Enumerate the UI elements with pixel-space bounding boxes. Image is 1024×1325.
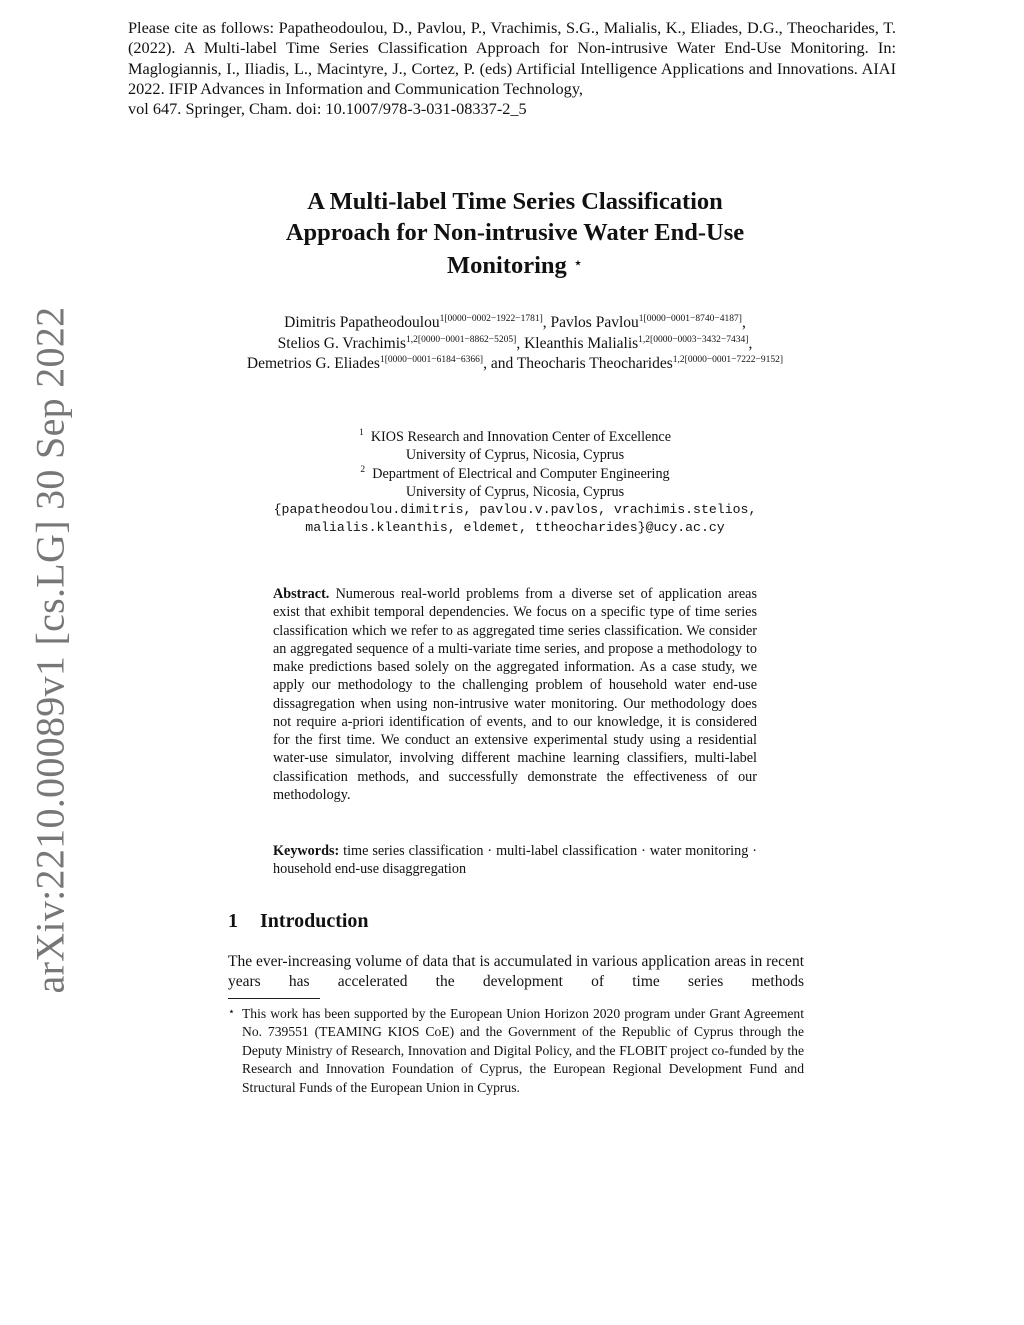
affiliation-number: 2	[360, 464, 366, 475]
affiliation-line: University of Cyprus, Nicosia, Cyprus	[405, 447, 625, 464]
abstract-text: Numerous real-world problems from a diverse set of application areas exist that exhibit temporal dependencies. We focus on a specific type of time series classification which we refer to as aggregated time series classification. We consider an aggregated sequence of a multi-variate time series, and propose a methodology to make predictions based solely on the aggregated information. As a case study, we apply our methodology to the challenging problem of household water end-use dissagregation when using non-intrusive water monitoring. Our methodology does not require a-priori identification of events, and to our knowledge, it is considered for the first time. We conduct an extensive experimental study using a residential water-use simulator, involving different machine learning classifiers, multi-label classification methods, and successfully demonstrate the effectiveness of our methodology.	[273, 586, 758, 803]
citation-text: Please cite as follows: Papatheodoulou, D., Pavlou, P., Vrachimis, S.G., Malialis, K., Eliades, D.G., Theocharides, T. (2022). A Multi-label Time Series Classification Approach for Non-intrusive Water End-Use Monitoring. In: Maglogiannis, I., Iliadis, L., Macintyre, J., Cortez, P. (eds) Artificial Intelligence Applications and Innovations. AIAI 2022. IFIP Advances in Information and Communication Technology,	[128, 18, 896, 98]
author-orcid: 1[0000−0002−1922−1781]	[439, 314, 543, 324]
footnote-divider	[228, 998, 320, 999]
keywords-text: time series classification · multi-label classification · water monitoring · household end-use disaggregation	[273, 843, 757, 878]
keywords-label: Keywords:	[273, 843, 340, 859]
footnote-mark: ⋆	[228, 1006, 235, 1018]
author-name: Stelios G. Vrachimis	[277, 334, 407, 352]
arxiv-stamp: arXiv:2210.00089v1 [cs.LG] 30 Sep 2022	[27, 306, 73, 994]
section-number: 1	[228, 910, 238, 932]
affiliation-line: KIOS Research and Innovation Center of Excellence	[370, 429, 672, 445]
citation-tail: vol 647. Springer, Cham. doi: 10.1007/978-3-031-08337-2_5	[128, 99, 527, 119]
email-line: malialis.kleanthis, eldemet, ttheocharides}@ucy.ac.cy	[305, 520, 725, 536]
citation-note	[128, 18, 896, 119]
footnote	[228, 1003, 804, 1097]
author-name: Theocharis Theocharides	[516, 355, 673, 372]
section-title: Introduction	[260, 910, 369, 932]
section-heading	[228, 908, 802, 934]
author-orcid: 1,2[0000−0001−7222−9152]	[672, 355, 784, 365]
author-name: Demetrios G. Eliades	[246, 355, 380, 372]
affiliation-line: University of Cyprus, Nicosia, Cyprus	[405, 483, 625, 500]
keywords	[273, 842, 757, 879]
author-list: Dimitris Papatheodoulou$^{1[0000-0002-1922-1781]}$, Pavlos Pavlou$^{1[0000-0001-8740-4187]}$, Stelios G. Vrachimis$^{1,2[0000-0001-8862-5205]}$, Kleanthis Malialis$^{1,2[0000-0003-3432-7434]}$, Demetrios G. Eliades$^{1[0000-0001-6184-6366]}$, and Theocharis Theocharides$^{1,2[0000-0001-7222-9152]}$	[246, 314, 784, 372]
author-name: Dimitris Papatheodoulou	[284, 314, 440, 331]
affiliation-number: 1	[358, 428, 364, 438]
paper-title	[200, 186, 830, 281]
intro-text: The ever-increasing volume of data that is accumulated in various application areas in recent years has accelerated the development of time series methods	[228, 953, 804, 991]
title-line-1: A Multi-label Time Series Classification	[307, 188, 723, 215]
title-line-3: Monitoring	[447, 252, 567, 279]
footnote-text: This work has been supported by the European Union Horizon 2020 program under Grant Agreement No. 739551 (TEAMING KIOS CoE) and the Government of the Republic of Cyprus through the Deputy Ministry of Research, Innovation and Digital Policy, and the FLOBIT project co-funded by the Research and Innovation Foundation of Cyprus, the European Regional Development Fund and Structural Funds of the European Union in Cyprus.	[242, 1006, 804, 1095]
title-line-2: Approach for Non-intrusive Water End-Use	[285, 219, 745, 246]
author-orcid: 1,2[0000−0001−8862−5205]	[406, 334, 517, 345]
intro-paragraph	[228, 952, 804, 993]
abstract	[273, 585, 757, 804]
author-orcid: 1,2[0000−0003−3432−7434]	[638, 334, 749, 345]
affiliation-line: Department of Electrical and Computer Engineering	[372, 465, 670, 482]
title-footnote-mark: ⋆	[572, 255, 583, 272]
affiliations	[228, 428, 802, 538]
email-line: {papatheodoulou.dimitris, pavlou.v.pavlos, vrachimis.stelios,	[273, 502, 757, 518]
author-orcid: 1[0000−0001−6184−6366]	[379, 355, 484, 365]
abstract-label: Abstract.	[273, 586, 330, 602]
author-name: Pavlos Pavlou	[550, 314, 639, 331]
author-name: Kleanthis Malialis	[524, 334, 639, 352]
author-orcid: 1[0000−0001−8740−4187]	[638, 314, 742, 324]
